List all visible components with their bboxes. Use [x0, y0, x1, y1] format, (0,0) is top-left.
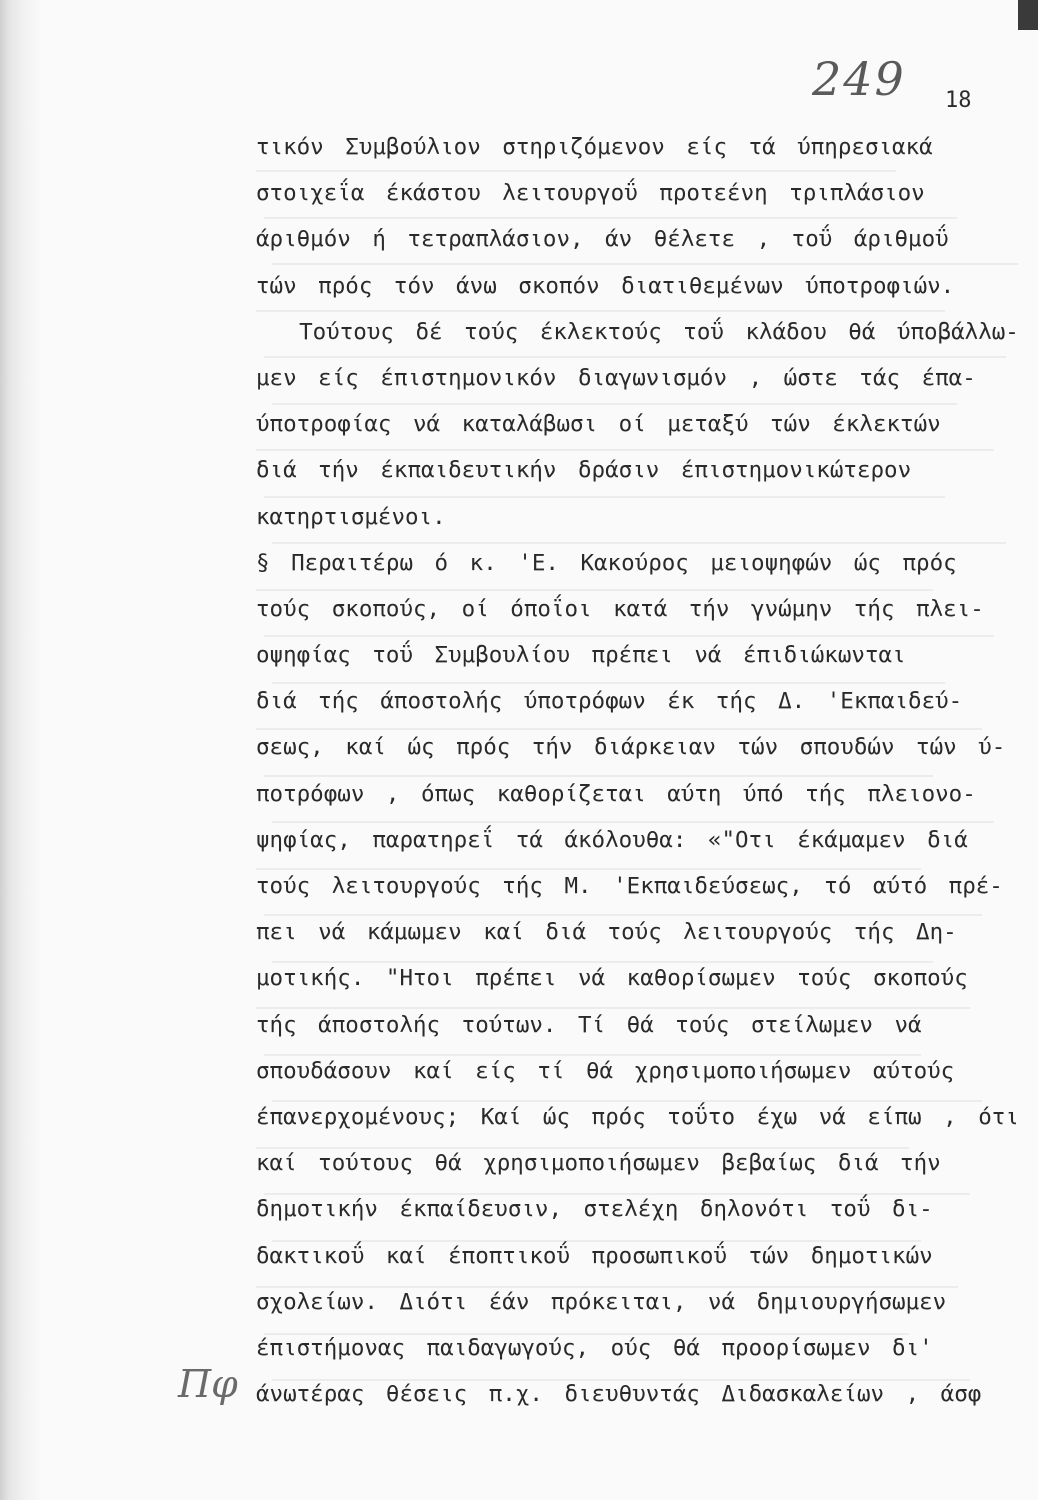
text-line: σεως, καί ώς πρός τήν διάρκειαν τών σπουδών τών ύ-: [256, 734, 1006, 761]
text-line: οψηφίας τοΰ Συμβουλίου πρέπει νά έπιδιώκωνται: [256, 642, 906, 669]
text-line: πει νά κάμωμεν καί διά τούς λειτουργούς τής Δη-: [256, 919, 957, 946]
text-line: § Περαιτέρω ό κ. 'Ε. Κακούρος μειοψηφών ώς πρός: [256, 549, 957, 576]
text-line: κατηρτισμένοι.: [256, 503, 446, 530]
text-line: έπιστήμονας παιδαγωγούς, ούς θά προορίσωμεν δι': [256, 1334, 933, 1361]
scan-edge-mark: [1018, 0, 1038, 30]
text-line: σπουδάσουν καί είς τί θά χρησιμοποιήσωμεν αύτούς: [256, 1057, 955, 1084]
text-line: τών πρός τόν άνω σκοπόν διατιθεμένων ύποτροφιών.: [256, 272, 955, 299]
text-line: δημοτικήν έκπαίδευσιν, στελέχη δηλονότι τοΰ δι-: [256, 1196, 933, 1223]
text-line: άριθμόν ή τετραπλάσιον, άν θέλετε , τοΰ άριθμοΰ: [256, 226, 949, 253]
text-line: ποτρόφων , όπως καθορίζεται αύτη ύπό τής πλειονο-: [256, 780, 976, 807]
scan-margin-strip: [0, 0, 42, 1500]
text-line: καί τούτους θά χρησιμοποιήσωμεν βεβαίως διά τήν: [256, 1150, 941, 1177]
text-line: στοιχεΐα έκάστου λειτουργοΰ προτεένη τριπλάσιον: [256, 180, 925, 207]
text-line: διά τής άποστολής ύποτρόφων έκ τής Δ. 'Εκπαιδεύ-: [256, 688, 963, 715]
text-line: Τούτους δέ τούς έκλεκτούς τοΰ κλάδου θά ύποβάλλω-: [256, 318, 1019, 345]
text-line: τούς σκοπούς, οί όποΐοι κατά τήν γνώμην τής πλει-: [256, 595, 984, 622]
text-line: μοτικής. "Ητοι πρέπει νά καθορίσωμεν τούς σκοπούς: [256, 965, 968, 992]
text-line: μεν είς έπιστημονικόν διαγωνισμόν , ώστε τάς έπα-: [256, 364, 976, 391]
text-line: ψηφίας, παρατηρεΐ τά άκόλουθα: «"Οτι έκάμαμεν διά: [256, 826, 968, 853]
text-line: ύποτροφίας νά καταλάβωσι οί μεταξύ τών έκλεκτών: [256, 411, 941, 438]
handwritten-initials: Πφ: [178, 1362, 238, 1406]
typewritten-body: [256, 124, 1026, 1417]
text-line: σχολείων. Διότι έάν πρόκειται, νά δημιουργήσωμεν: [256, 1288, 947, 1315]
text-line: δακτικοΰ καί έποπτικοΰ προσωπικοΰ τών δημοτικών: [256, 1242, 933, 1269]
text-line: τούς λειτουργούς τής Μ. 'Εκπαιδεύσεως, τό αύτό πρέ-: [256, 873, 1003, 899]
text-line: διά τήν έκπαιδευτικήν δράσιν έπιστημονικώτερον: [256, 457, 912, 484]
typed-page-number: 18: [945, 88, 972, 113]
text-line: τικόν Συμβούλιον στηριζόμενον είς τά ύπηρεσιακά: [256, 134, 933, 160]
handwritten-page-number: 249: [812, 52, 906, 106]
text-line: τής άποστολής τούτων. Τί θά τούς στείλωμεν νά: [256, 1011, 922, 1038]
text-line: έπανερχομένους; Καί ώς πρός τοΰτο έχω νά είπω , ότι: [256, 1103, 1019, 1130]
text-line: άνωτέρας θέσεις π.χ. διευθυντάς Διδασκαλείων , άσφ: [256, 1381, 982, 1408]
